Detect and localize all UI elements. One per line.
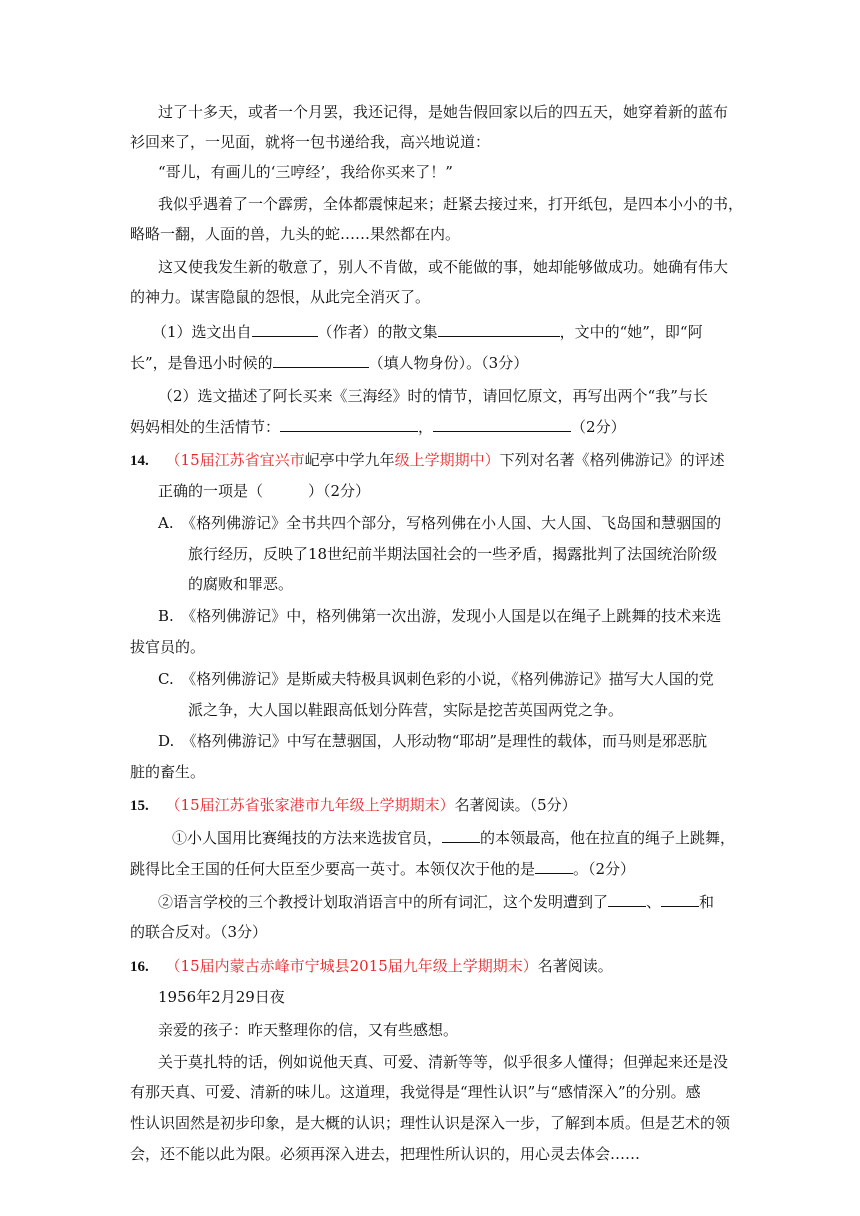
option-c: C. 《格列佛游记》是斯威夫特极具讽刺色彩的小说，《格列佛游记》描写大人国的党 [158, 670, 714, 688]
q15-item2-text: ②语言学校的三个教授计划取消语言中的所有词汇，这个发明遭到了 [158, 893, 609, 911]
letter-greeting: 亲爱的孩子：昨天整理你的信，又有些感想。 [158, 1021, 459, 1039]
question-stem: 名著阅读。 [537, 957, 613, 975]
q13-sub1-text: （作者）的散文集 [317, 323, 438, 341]
answer-blank[interactable] [661, 891, 699, 907]
answer-blank[interactable] [280, 416, 418, 432]
q15-item1-text: 。（2分） [573, 860, 636, 878]
option-d: D. 《格列佛游记》中写在慧骃国，人形动物“耶胡”是理性的载体，而马则是邪恶肮 [158, 732, 708, 750]
question-number: 14. [130, 453, 149, 469]
question-stem: 下列对名著《格列佛游记》的评述 [499, 451, 725, 469]
question-number: 15. [130, 798, 149, 814]
passage-line: “哥儿，有画儿的‘三哼经’，我给你买来了！” [158, 163, 453, 181]
question-source: （15届内蒙古赤峰市宁城县2015届九年级上学期期末） [165, 957, 538, 975]
passage-line: 略略一翻，人面的兽，九头的蛇……果然都在内。 [130, 225, 461, 243]
question-source: 级上学期期中） [394, 451, 500, 469]
option-c-cont: 派之争，大人国以鞋跟高低划分阵营，实际是挖苦英国两党之争。 [188, 701, 624, 719]
passage-line: 衫回来了，一见面，就将一包书递给我，高兴地说道： [130, 133, 491, 151]
q13-sub2: （2）选文描述了阿长买来《三海经》时的情节，请回忆原文，再写出两个“我”与长 [158, 387, 708, 405]
q15-item2-text: 和 [699, 893, 715, 911]
q13-sub2-cont [130, 416, 626, 437]
answer-blank[interactable] [608, 891, 646, 907]
q13-sub1-text: （1）选文出自 [152, 323, 252, 341]
passage-line: 的神力。谋害隐鼠的怨恨，从此完全消灭了。 [130, 288, 431, 306]
q15-item1-text: 的本领最高，他在拉直的绳子上跳舞， [480, 829, 736, 847]
q15-item1-text: ①小人国用比赛绳技的方法来选拔官员， [172, 829, 443, 847]
option-a-cont: 的腐败和罪恶。 [188, 575, 294, 593]
q13-sub1-text: ，文中的“她”，即“阿 [559, 323, 703, 341]
option-d-cont: 脏的畜生。 [130, 763, 206, 781]
letter-line: 性认识固然是初步印象，是大概的认识；理性认识是深入一步，了解到本质。但是艺术的领 [130, 1114, 731, 1132]
q13-sub2-text: ， [418, 418, 434, 436]
option-a-cont: 旅行经历，反映了18世纪前半期法国社会的一些矛盾，揭露批判了法国统治阶级 [188, 545, 718, 563]
q15-item1-text: 跳得比全王国的任何大臣至少要高一英寸。本领仅次于他的是 [130, 860, 536, 878]
q15-item2-text: 、 [646, 893, 662, 911]
letter-line: 关于莫扎特的话，例如说他天真、可爱、清新等等，似乎很多人懂得；但弹起来还是没 [158, 1053, 729, 1071]
answer-blank[interactable] [535, 858, 573, 874]
q13-sub2-text: 妈妈相处的生活情节： [130, 418, 281, 436]
q14-header [130, 450, 725, 471]
question-number: 16. [130, 959, 149, 975]
question-source: （15届江苏省宜兴市 [165, 451, 305, 469]
answer-blank[interactable] [273, 352, 369, 368]
option-b: B. 《格列佛游记》中，格列佛第一次出游，发现小人国是以在绳子上跳舞的技术来选 [158, 607, 722, 625]
q13-sub1-cont [130, 352, 528, 373]
passage-line: 过了十多天，或者一个月罢，我还记得，是她告假回家以后的四五天，她穿着新的蓝布 [158, 103, 729, 121]
option-b-cont: 拔官员的。 [130, 638, 206, 656]
question-stem: 名著阅读。（5分） [454, 796, 577, 814]
option-a: A. 《格列佛游记》全书共四个部分，写格列佛在小人国、大人国、飞岛国和慧骃国的 [158, 514, 722, 532]
passage-line: 我似乎遇着了一个霹雳，全体都震悚起来；赶紧去接过来，打开纸包，是四本小小的书， [158, 195, 744, 213]
q15-item2-cont: 的联合反对。（3分） [130, 923, 268, 941]
answer-blank[interactable] [433, 416, 571, 432]
answer-blank[interactable] [252, 321, 318, 337]
q13-sub1-text: （填人物身份）。（3分） [368, 354, 529, 372]
q15-header [130, 795, 577, 816]
q15-item1-cont [130, 858, 635, 879]
q13-sub1-text: 长”，是鲁迅小时候的 [130, 354, 273, 372]
q16-header [130, 956, 613, 977]
q13-sub2-text: （2分） [571, 418, 626, 436]
letter-line: 有那天真、可爱、清新的味儿。这道理，我觉得是“理性认识”与“感情深入”的分别。感 [130, 1083, 701, 1101]
letter-line: 会，还不能以此为限。必须再深入进去，把理性所认识的，用心灵去体会…… [130, 1145, 641, 1163]
q13-sub1 [152, 321, 703, 342]
passage-line: 这又使我发生新的敬意了，别人不肯做，或不能做的事，她却能够做成功。她确有伟大 [158, 258, 729, 276]
q15-item2 [158, 891, 714, 912]
answer-blank[interactable] [442, 827, 480, 843]
q15-item1 [172, 827, 735, 848]
letter-date: 1956年2月29日夜 [158, 988, 285, 1006]
question-source: （15届江苏省张家港市九年级上学期期末） [165, 796, 455, 814]
question-source-school: 屺亭中学九年 [304, 451, 395, 469]
answer-blank[interactable] [438, 321, 560, 337]
q14-stem-cont: 正确的一项是（ ）（2分） [158, 482, 371, 500]
